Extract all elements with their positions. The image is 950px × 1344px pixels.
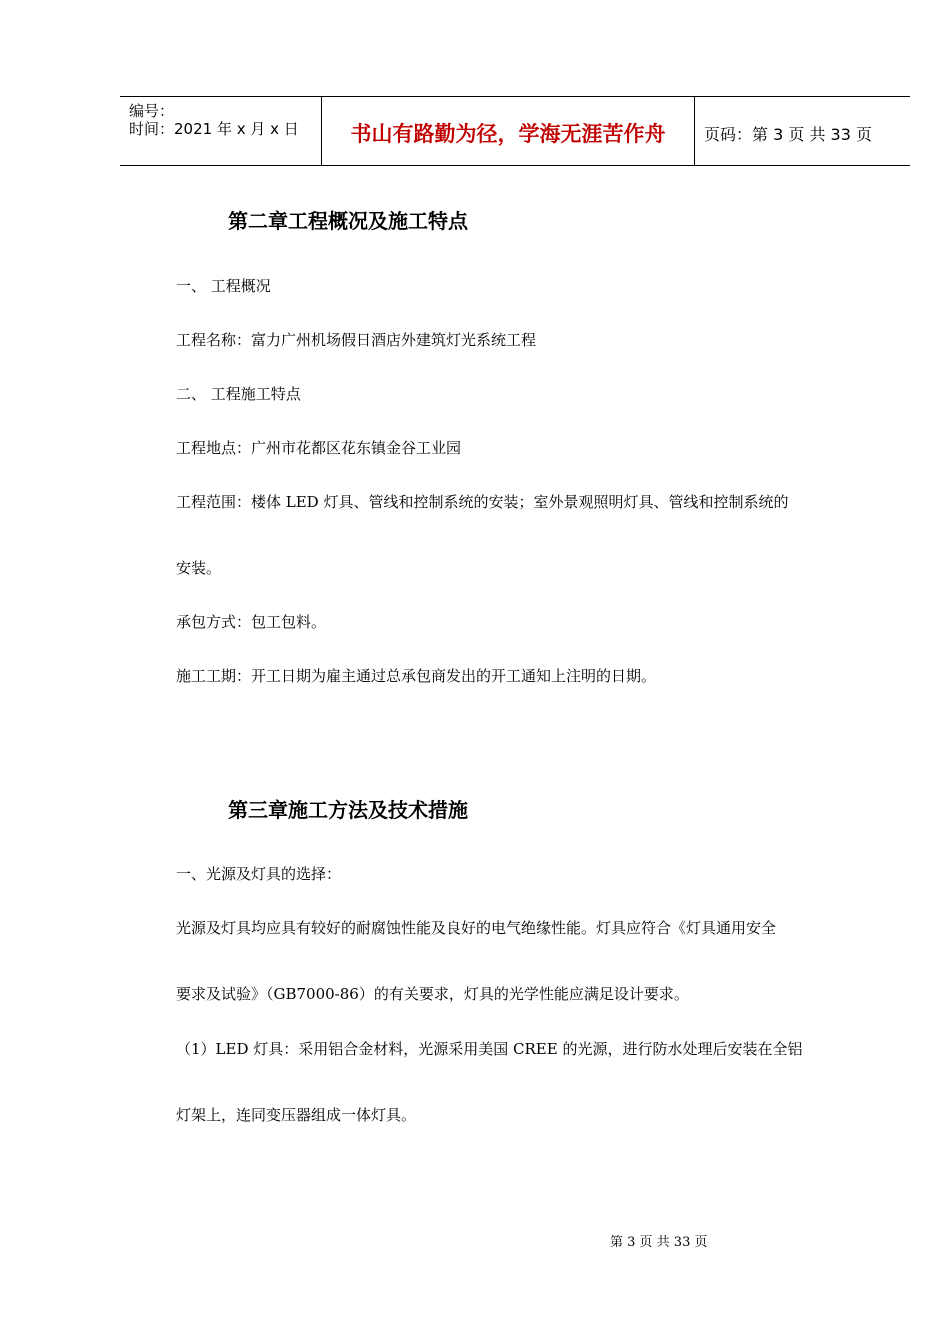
chapter-2-title: 第二章工程概况及施工特点	[228, 209, 468, 233]
light-source-para-line-2: 要求及试验》（GB7000-86）的有关要求，灯具的光学性能应满足设计要求。	[176, 985, 689, 1003]
page-footer: 第 3 页 共 33 页	[610, 1235, 708, 1250]
header-page-info: 页码：第 3 页 共 33 页	[704, 125, 872, 144]
project-location-line: 工程地点：广州市花都区花东镇金谷工业园	[176, 439, 462, 457]
document-header	[120, 96, 910, 166]
chapter-3-title: 第三章施工方法及技术措施	[228, 798, 468, 822]
motto-text: 书山有路勤为径，学海无涯苦作舟	[350, 122, 666, 146]
header-right-cell	[695, 97, 910, 165]
section-heading-light-source: 一、光源及灯具的选择：	[176, 865, 342, 883]
project-scope-line: 工程范围：楼体 LED 灯具、管线和控制系统的安装；室外景观照明灯具、管线和控制系统的	[176, 493, 789, 511]
section-heading-features: 二、 工程施工特点	[176, 385, 301, 403]
led-fixture-para-line-2: 灯架上，连同变压器组成一体灯具。	[176, 1106, 417, 1124]
header-left-cell	[120, 97, 320, 165]
time-label: 时间：2021 年 x 月 x 日	[129, 120, 299, 138]
light-source-para-line-1: 光源及灯具均应具有较好的耐腐蚀性能及良好的电气绝缘性能。灯具应符合《灯具通用安全	[176, 919, 777, 937]
project-name-line: 工程名称：富力广州机场假日酒店外建筑灯光系统工程	[176, 331, 537, 349]
construction-period-line: 施工工期：开工日期为雇主通过总承包商发出的开工通知上注明的日期。	[176, 667, 657, 685]
section-heading-overview: 一、 工程概况	[176, 277, 271, 295]
led-fixture-para-line-1: （1）LED 灯具：采用铝合金材料，光源采用美国 CREE 的光源，进行防水处理后安装在全铝	[176, 1040, 803, 1058]
number-label: 编号：	[129, 102, 175, 120]
header-middle-cell	[321, 97, 695, 165]
project-scope-line-cont: 安装。	[176, 559, 222, 577]
contract-type-line: 承包方式：包工包料。	[176, 613, 327, 631]
